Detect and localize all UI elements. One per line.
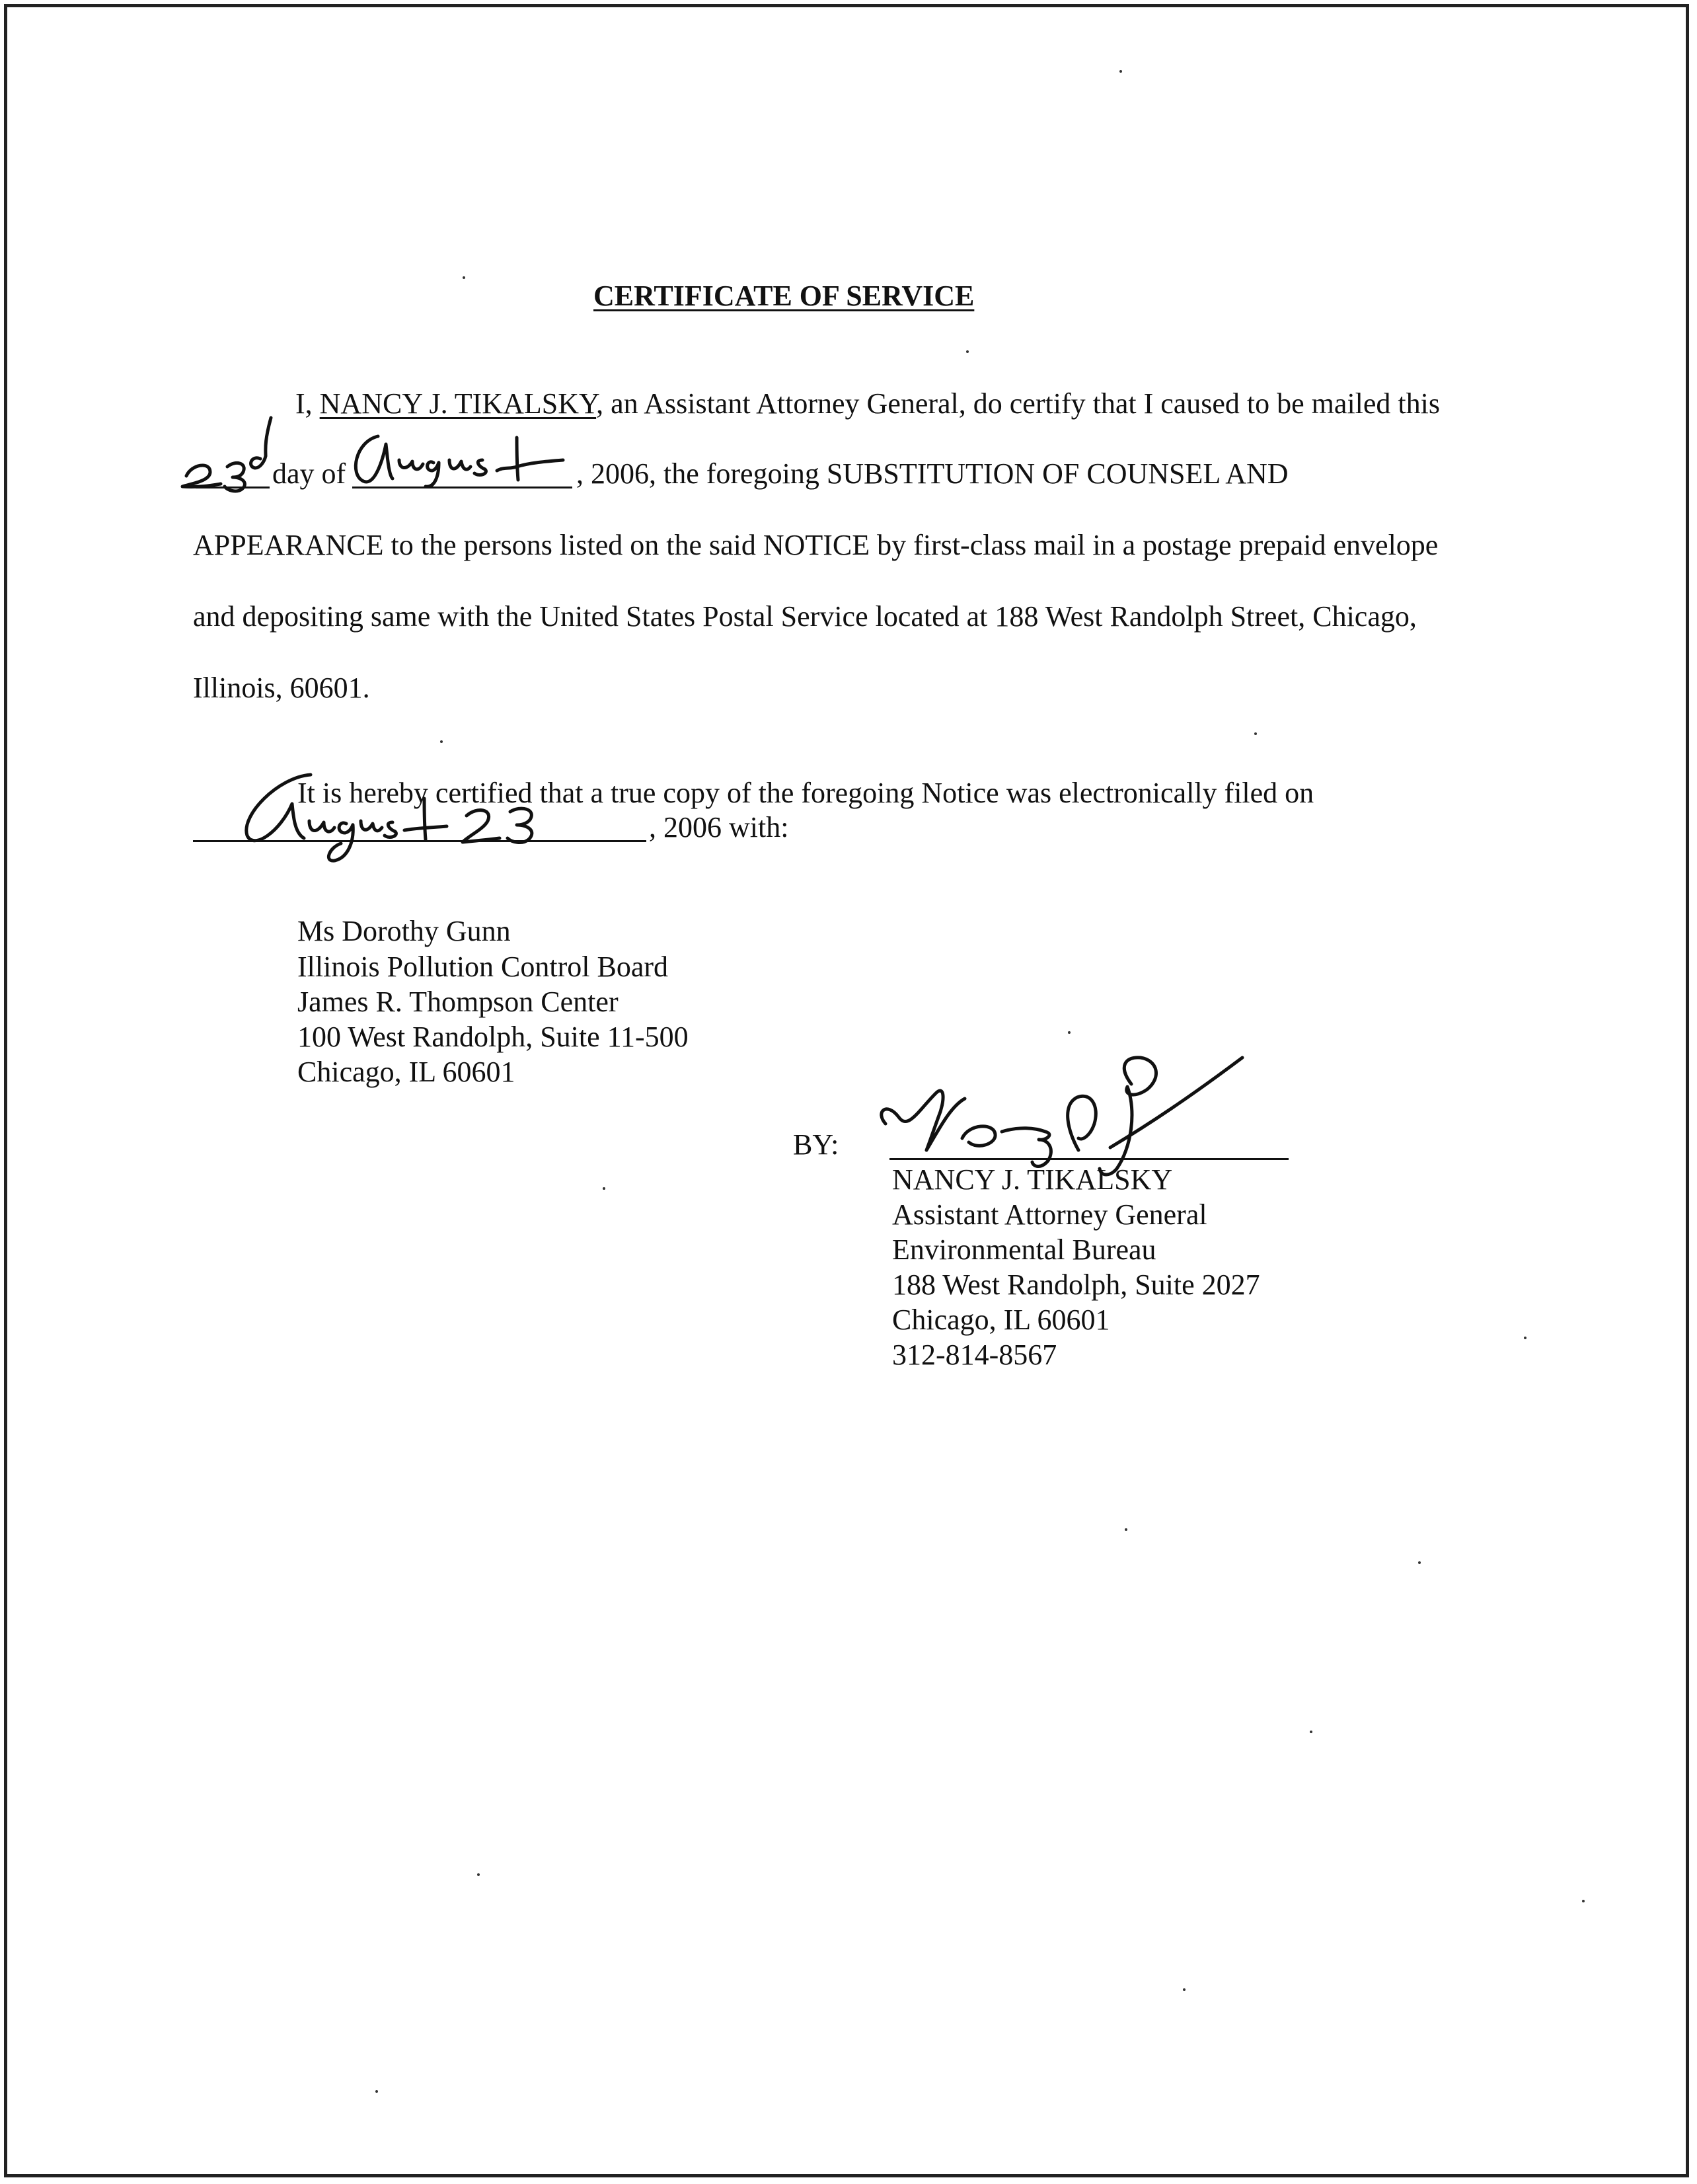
para1-line5: Illinois, 60601.: [193, 672, 370, 704]
para1-line1: [295, 389, 1440, 418]
scan-speck: [1418, 1561, 1421, 1564]
para2-line1: It is hereby certified that a true copy of the foregoing Notice was electronically filed on: [297, 777, 1314, 809]
handwritten-month: [344, 423, 568, 489]
signer-city: Chicago, IL 60601: [892, 1304, 1110, 1336]
scan-speck: [477, 1873, 480, 1876]
recipient-line: Illinois Pollution Control Board: [297, 951, 669, 983]
by-label: BY:: [793, 1128, 839, 1161]
signer-title: Assistant Attorney General: [892, 1198, 1207, 1231]
handwritten-day: [178, 403, 278, 496]
para1-line3: APPEARANCE to the persons listed on the said NOTICE by first-class mail in a postage prepaid envelope: [193, 529, 1439, 561]
handwritten-filed-date: [231, 767, 548, 873]
signer-phone: 312-814-8567: [892, 1339, 1057, 1371]
scan-speck: [463, 276, 465, 279]
scan-speck: [1125, 1528, 1127, 1531]
signer-name: NANCY J. TIKALSKY: [892, 1163, 1173, 1196]
signer-bureau: Environmental Bureau: [892, 1233, 1156, 1266]
attorney-name: NANCY J. TIKALSKY: [319, 387, 597, 420]
scan-speck: [966, 350, 969, 353]
scan-speck: [603, 1187, 605, 1190]
scan-speck: [1068, 1031, 1071, 1034]
scan-speck: [375, 2090, 378, 2093]
scan-speck: [1582, 1900, 1585, 1902]
scan-speck: [1254, 732, 1257, 735]
scan-speck: [1524, 1337, 1527, 1339]
para1-line4: and depositing same with the United States Postal Service located at 188 West Randolph Street, Chicago,: [193, 600, 1417, 633]
document-title: CERTIFICATE OF SERVICE: [593, 280, 975, 312]
recipient-line: James R. Thompson Center: [297, 986, 619, 1018]
para1-line2-rest: , 2006, the foregoing SUBSTITUTION OF COUNSEL AND: [576, 457, 1289, 490]
scan-speck: [1310, 1731, 1312, 1733]
scan-speck: [1119, 70, 1122, 73]
para1-prefix: I,: [295, 387, 313, 420]
para1-line1-rest: , an Assistant Attorney General, do certify that I caused to be mailed this: [596, 387, 1440, 420]
scan-speck: [1183, 1988, 1186, 1991]
recipient-line: Chicago, IL 60601: [297, 1056, 515, 1088]
page-border: [4, 4, 1689, 2177]
recipient-line: 100 West Randolph, Suite 11-500: [297, 1021, 689, 1053]
scan-speck: [440, 740, 443, 743]
para2-line2-rest: , 2006 with:: [649, 811, 789, 843]
signer-address: 188 West Randolph, Suite 2027: [892, 1268, 1260, 1301]
day-of-label: day of: [272, 457, 346, 490]
recipient-line: Ms Dorothy Gunn: [297, 915, 511, 947]
